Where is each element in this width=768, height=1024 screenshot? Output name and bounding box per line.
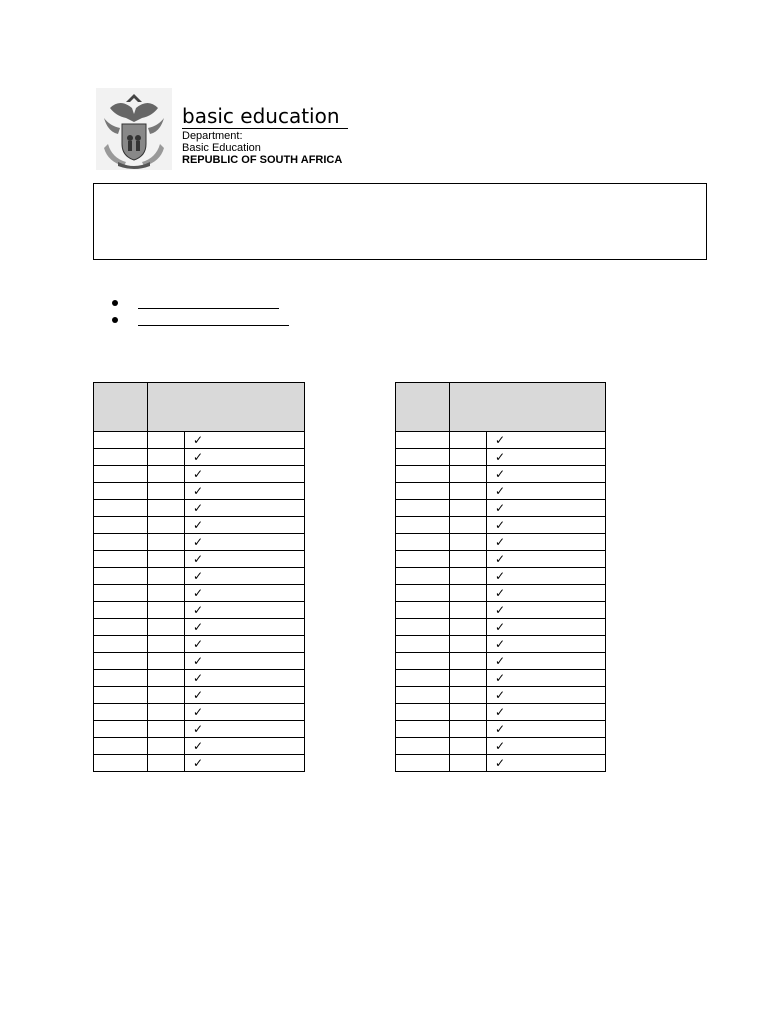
table-row [396, 653, 606, 670]
empty-cell [94, 585, 148, 602]
empty-cell [148, 585, 185, 602]
checkmark-cell: ✓ [487, 449, 606, 466]
marking-table-right [395, 382, 606, 772]
empty-cell [396, 704, 450, 721]
coat-of-arms-icon [96, 88, 172, 170]
checkmark-cell: ✓ [487, 483, 606, 500]
empty-cell [396, 466, 450, 483]
checkmark-cell: ✓ [487, 466, 606, 483]
empty-cell [450, 755, 487, 772]
header-cell [450, 383, 606, 432]
empty-cell [148, 738, 185, 755]
empty-cell [396, 738, 450, 755]
blank-line [138, 308, 279, 309]
empty-cell [148, 653, 185, 670]
empty-cell [396, 534, 450, 551]
empty-cell [148, 466, 185, 483]
table-row [94, 721, 305, 738]
empty-cell [148, 687, 185, 704]
checkmark-cell: ✓ [487, 755, 606, 772]
table-row [396, 534, 606, 551]
table-header-row [396, 383, 606, 432]
title-box [93, 183, 707, 260]
empty-cell [94, 636, 148, 653]
empty-cell [450, 585, 487, 602]
table-row [396, 704, 606, 721]
table-row [396, 483, 606, 500]
blank-line [138, 325, 289, 326]
empty-cell [94, 449, 148, 466]
empty-cell [148, 721, 185, 738]
table-row [396, 517, 606, 534]
table-row [396, 636, 606, 653]
empty-cell [396, 755, 450, 772]
checkmark-cell: ✓ [487, 602, 606, 619]
empty-cell [450, 551, 487, 568]
table-row [396, 619, 606, 636]
empty-cell [94, 517, 148, 534]
empty-cell [94, 738, 148, 755]
logo-country-name: REPUBLIC OF SOUTH AFRICA [182, 154, 343, 166]
bullet-icon [112, 300, 118, 306]
table-row [94, 432, 305, 449]
empty-cell [396, 500, 450, 517]
checkmark-cell: ✓ [487, 585, 606, 602]
table-row [396, 568, 606, 585]
table-row [94, 602, 305, 619]
table-row [396, 551, 606, 568]
checkmark-cell: ✓ [185, 602, 305, 619]
table-row [94, 500, 305, 517]
logo-title: basic education [182, 104, 340, 128]
empty-cell [450, 721, 487, 738]
empty-cell [94, 619, 148, 636]
table-row [396, 602, 606, 619]
checkmark-cell: ✓ [185, 619, 305, 636]
empty-cell [148, 551, 185, 568]
empty-cell [396, 432, 450, 449]
logo-department-name: Basic Education [182, 142, 261, 154]
checkmark-cell: ✓ [185, 483, 305, 500]
checkmark-cell: ✓ [185, 449, 305, 466]
empty-cell [450, 517, 487, 534]
empty-cell [450, 483, 487, 500]
table-row [396, 585, 606, 602]
table-row [396, 721, 606, 738]
empty-cell [396, 602, 450, 619]
empty-cell [450, 619, 487, 636]
checkmark-cell: ✓ [487, 670, 606, 687]
empty-cell [450, 704, 487, 721]
checkmark-cell: ✓ [185, 755, 305, 772]
table-row [396, 670, 606, 687]
checkmark-cell: ✓ [185, 704, 305, 721]
marking-table-left [93, 382, 305, 772]
checkmark-cell: ✓ [185, 551, 305, 568]
empty-cell [94, 721, 148, 738]
empty-cell [396, 449, 450, 466]
checkmark-cell: ✓ [487, 653, 606, 670]
header-cell [396, 383, 450, 432]
empty-cell [94, 432, 148, 449]
empty-cell [450, 670, 487, 687]
table-row [396, 432, 606, 449]
checkmark-cell: ✓ [487, 704, 606, 721]
empty-cell [94, 534, 148, 551]
empty-cell [94, 551, 148, 568]
checkmark-cell: ✓ [487, 738, 606, 755]
table-row [94, 704, 305, 721]
table-row [94, 534, 305, 551]
checkmark-cell: ✓ [487, 500, 606, 517]
empty-cell [148, 636, 185, 653]
table-row [94, 687, 305, 704]
table-row [94, 517, 305, 534]
checkmark-cell: ✓ [185, 670, 305, 687]
checkmark-cell: ✓ [487, 619, 606, 636]
empty-cell [148, 619, 185, 636]
empty-cell [396, 636, 450, 653]
table-row [94, 466, 305, 483]
checkmark-cell: ✓ [185, 500, 305, 517]
empty-cell [94, 653, 148, 670]
empty-cell [450, 500, 487, 517]
table-row [94, 755, 305, 772]
table-row [94, 619, 305, 636]
empty-cell [148, 534, 185, 551]
empty-cell [396, 551, 450, 568]
logo-divider [182, 128, 348, 129]
empty-cell [450, 466, 487, 483]
empty-cell [450, 534, 487, 551]
checkmark-cell: ✓ [185, 432, 305, 449]
checkmark-cell: ✓ [487, 568, 606, 585]
empty-cell [450, 653, 487, 670]
empty-cell [94, 483, 148, 500]
checkmark-cell: ✓ [487, 534, 606, 551]
table-row [396, 449, 606, 466]
empty-cell [94, 602, 148, 619]
table-row [94, 738, 305, 755]
empty-cell [148, 602, 185, 619]
checkmark-cell: ✓ [185, 636, 305, 653]
empty-cell [94, 670, 148, 687]
header-cell [94, 383, 148, 432]
empty-cell [94, 466, 148, 483]
table-row [396, 500, 606, 517]
logo-department-label: Department: [182, 130, 243, 142]
table-row [94, 653, 305, 670]
table-row [94, 636, 305, 653]
checkmark-cell: ✓ [487, 636, 606, 653]
checkmark-cell: ✓ [185, 534, 305, 551]
empty-cell [396, 687, 450, 704]
empty-cell [450, 738, 487, 755]
empty-cell [396, 568, 450, 585]
empty-cell [396, 721, 450, 738]
empty-cell [396, 653, 450, 670]
empty-cell [94, 500, 148, 517]
empty-cell [148, 483, 185, 500]
empty-cell [148, 755, 185, 772]
empty-cell [396, 670, 450, 687]
checkmark-cell: ✓ [185, 721, 305, 738]
empty-cell [450, 568, 487, 585]
checkmark-cell: ✓ [185, 517, 305, 534]
empty-cell [148, 568, 185, 585]
empty-cell [450, 687, 487, 704]
empty-cell [148, 432, 185, 449]
table-row [396, 687, 606, 704]
checkmark-cell: ✓ [185, 687, 305, 704]
empty-cell [94, 704, 148, 721]
table-row [94, 449, 305, 466]
checkmark-cell: ✓ [487, 517, 606, 534]
empty-cell [148, 500, 185, 517]
table-row [396, 466, 606, 483]
empty-cell [450, 432, 487, 449]
checkmark-cell: ✓ [487, 687, 606, 704]
header-cell [148, 383, 305, 432]
empty-cell [396, 619, 450, 636]
empty-cell [94, 687, 148, 704]
checkmark-cell: ✓ [185, 653, 305, 670]
empty-cell [396, 517, 450, 534]
checkmark-cell: ✓ [185, 466, 305, 483]
table-row [94, 568, 305, 585]
empty-cell [148, 670, 185, 687]
empty-cell [94, 568, 148, 585]
checkmark-cell: ✓ [487, 721, 606, 738]
table-row [396, 738, 606, 755]
empty-cell [396, 483, 450, 500]
table-row [94, 483, 305, 500]
table-header-row [94, 383, 305, 432]
empty-cell [396, 585, 450, 602]
table-row [396, 755, 606, 772]
table-row [94, 551, 305, 568]
table-row [94, 670, 305, 687]
table-row [94, 585, 305, 602]
checkmark-cell: ✓ [185, 738, 305, 755]
empty-cell [148, 704, 185, 721]
empty-cell [450, 636, 487, 653]
empty-cell [148, 449, 185, 466]
empty-cell [450, 449, 487, 466]
checkmark-cell: ✓ [487, 432, 606, 449]
empty-cell [450, 602, 487, 619]
empty-cell [148, 517, 185, 534]
checkmark-cell: ✓ [185, 585, 305, 602]
checkmark-cell: ✓ [487, 551, 606, 568]
department-logo [96, 88, 352, 170]
checkmark-cell: ✓ [185, 568, 305, 585]
bullet-icon [112, 317, 118, 323]
empty-cell [94, 755, 148, 772]
